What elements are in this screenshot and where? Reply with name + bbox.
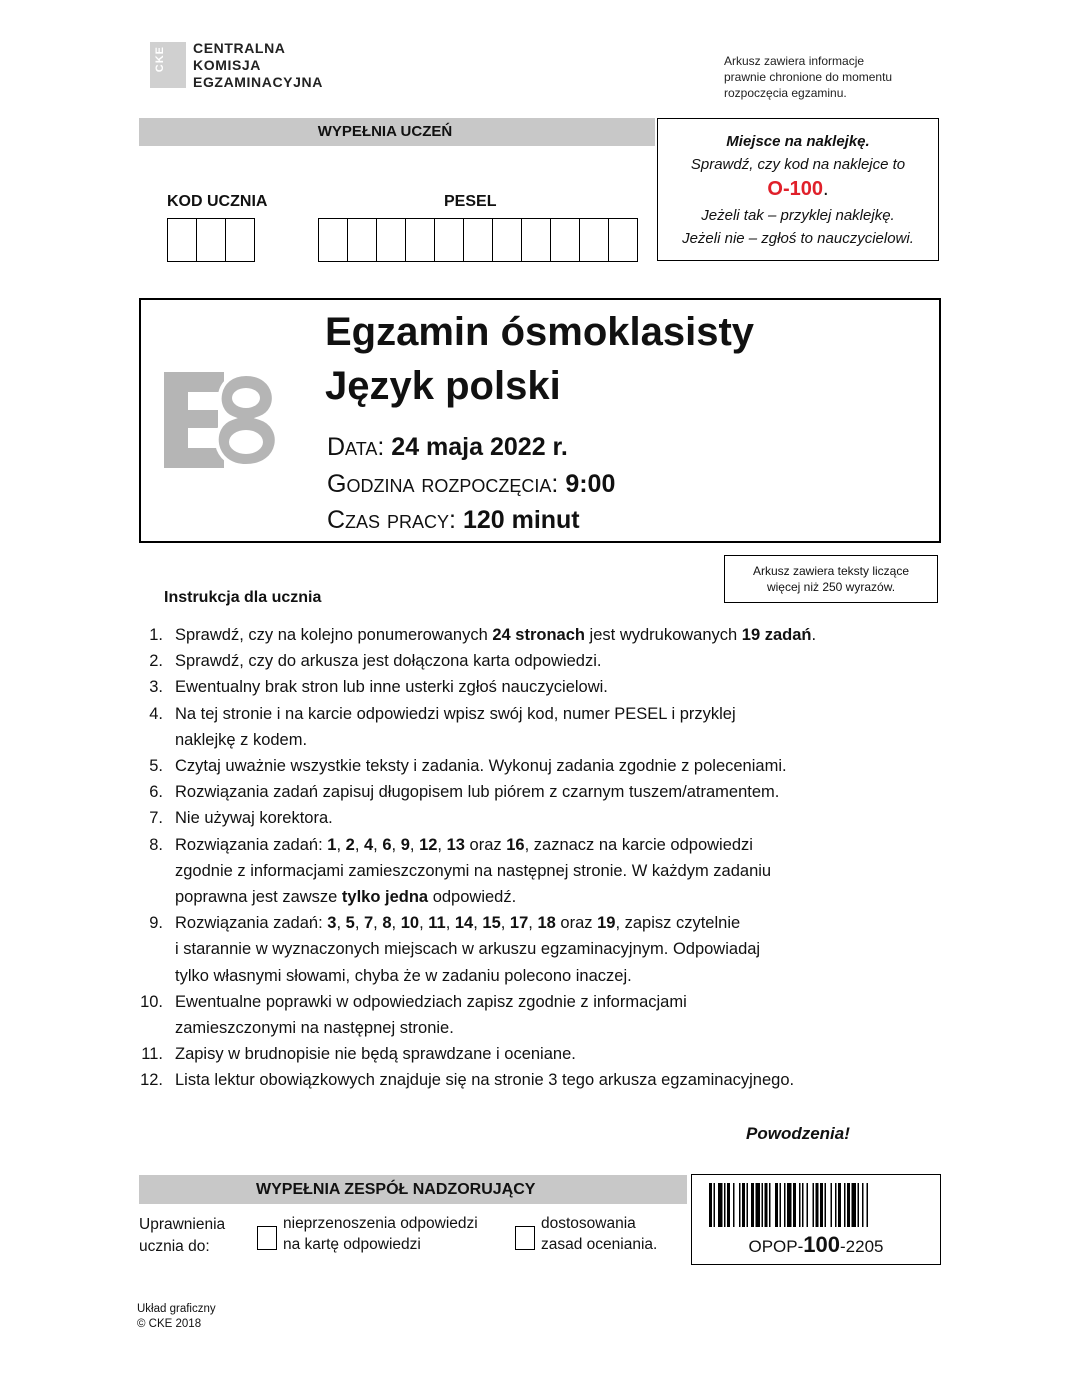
- exam-title: [325, 305, 754, 413]
- instruction-line: [175, 884, 771, 910]
- instruction-item: [139, 1041, 899, 1067]
- instruction-text: ,: [391, 914, 401, 933]
- pesel-digit-box[interactable]: [580, 219, 609, 261]
- instruction-text: Rozwiązania zadań:: [175, 835, 328, 854]
- barcode-bar: [751, 1183, 754, 1227]
- barcode-bar: [844, 1183, 846, 1227]
- barcode-bar: [714, 1183, 716, 1227]
- option2-line: dostosowania: [541, 1215, 636, 1232]
- instruction-text: Czytaj uważnie wszystkie teksty i zadania. Wykonuj zadania zgodnie z poleceniami.: [175, 757, 787, 776]
- instruction-text: ,: [373, 914, 383, 933]
- barcode-bar: [709, 1183, 712, 1227]
- instruction-bold: 5: [345, 914, 355, 933]
- barcode-bar: [747, 1183, 749, 1227]
- student-fill-bar: [139, 118, 655, 146]
- instruction-line: [175, 989, 687, 1015]
- barcode-bar: [816, 1183, 819, 1227]
- instruction-bold: 1: [327, 835, 337, 854]
- instruction-text: zamieszczonymi na następnej stronie.: [175, 1019, 454, 1038]
- pesel-label: PESEL: [444, 193, 497, 210]
- instruction-line: [175, 701, 736, 727]
- instruction-text: ,: [473, 914, 483, 933]
- instruction-text: Zapisy w brudnopisie nie będą sprawdzane i oceniane.: [175, 1045, 576, 1064]
- barcode-bar: [813, 1183, 815, 1227]
- pesel-digit-box[interactable]: [609, 219, 637, 261]
- barcode-bar: [799, 1183, 801, 1227]
- instruction-text: oraz: [464, 835, 507, 854]
- barcode-bar: [727, 1183, 730, 1227]
- instruction-text: , zapisz czytelnie: [615, 914, 741, 933]
- instruction-item: [139, 989, 899, 1041]
- date-label: Data: [327, 433, 378, 461]
- option2-line: zasad oceniania.: [541, 1236, 658, 1253]
- instruction-item: [139, 779, 899, 805]
- barcode-bar: [807, 1183, 809, 1227]
- barcode-bar: [775, 1183, 778, 1227]
- protection-note-line: prawnie chronione do momentu: [724, 70, 893, 84]
- instruction-text: , zaznacz na karcie odpowiedzi: [524, 835, 753, 854]
- instruction-text: ,: [419, 914, 429, 933]
- duration-label: Czas pracy: [327, 506, 450, 534]
- exam-subject: Język polski: [325, 364, 561, 408]
- barcode-bar: [831, 1183, 833, 1227]
- duration-value: 120 minut: [462, 506, 580, 534]
- good-luck: Powodzenia!: [746, 1124, 850, 1143]
- instruction-text: Ewentualne poprawki w odpowiedziach zapisz zgodnie z informacjami: [175, 992, 687, 1011]
- instructions-list: [139, 622, 899, 1094]
- instruction-text: ,: [336, 914, 346, 933]
- instruction-bold: 8: [382, 914, 392, 933]
- sticker-check-line: Sprawdź, czy kod na naklejce to: [690, 156, 906, 173]
- instruction-bold: 18: [537, 914, 556, 933]
- instruction-bold: 7: [363, 914, 374, 933]
- instruction-text: Sprawdź, czy na kolejno ponumerowanych: [175, 626, 493, 644]
- barcode-bar: [756, 1183, 761, 1227]
- instruction-text: i starannie w wyznaczonych miejscach w arkuszu egzaminacyjnym. Odpowiadaj: [175, 940, 761, 959]
- instruction-bold: 3: [327, 914, 337, 933]
- instruction-text: Na tej stronie i na karcie odpowiedzi wpisz swój kod, numer PESEL i przyklej: [175, 704, 736, 723]
- adjusted-grading-checkbox[interactable]: [515, 1226, 535, 1250]
- instruction-text: ,: [445, 914, 455, 933]
- student-fill-label: WYPEŁNIA UCZEŃ: [317, 123, 453, 140]
- barcode-code: [691, 1232, 941, 1258]
- instruction-line: [175, 779, 779, 805]
- logo-line: EGZAMINACYJNA: [193, 74, 323, 90]
- barcode-bar: [862, 1183, 864, 1227]
- instruction-bold: 24 stronach: [492, 626, 585, 644]
- instruction-line: [175, 1067, 794, 1093]
- instruction-text: Nie używaj korektora.: [175, 809, 333, 828]
- barcode-bar: [820, 1183, 823, 1227]
- pesel-digit-box[interactable]: [464, 219, 493, 261]
- instruction-number: 9.: [149, 914, 163, 933]
- start-sep: :: [551, 470, 559, 498]
- supervisor-fill-label: WYPEŁNIA ZESPÓŁ NADZORUJĄCY: [256, 1181, 536, 1198]
- text-length-note: [724, 555, 938, 603]
- student-code-label: KOD UCZNIA: [167, 193, 268, 210]
- instruction-text: tylko własnymi słowami, chyba że w zadaniu polecono inaczej.: [175, 966, 632, 985]
- sticker-yes-line: Jeżeli tak – przyklej naklejkę.: [701, 207, 895, 224]
- barcode-bar: [769, 1183, 771, 1227]
- barcode-bar: [765, 1183, 768, 1227]
- student-code-digit-box[interactable]: [168, 219, 197, 261]
- barcode-bar: [793, 1183, 796, 1227]
- sticker-code: O-100: [767, 178, 824, 200]
- instruction-bold: 14: [454, 914, 474, 933]
- instruction-line: [175, 753, 787, 779]
- sticker-area: [657, 118, 939, 261]
- exam-duration: [327, 506, 580, 535]
- instruction-line: [175, 674, 608, 700]
- barcode-bar: [838, 1183, 841, 1227]
- instruction-line: [175, 910, 760, 936]
- barcode-bar: [739, 1183, 741, 1227]
- instruction-number: 10.: [140, 992, 163, 1011]
- option1-line: na kartę odpowiedzi: [283, 1236, 421, 1253]
- instruction-bold: 11: [428, 914, 446, 933]
- cke-logo-text: [193, 40, 323, 91]
- instruction-number: 4.: [149, 704, 163, 723]
- barcode-bar: [784, 1183, 786, 1227]
- instruction-bold: tylko jedna: [341, 888, 429, 907]
- instruction-text: zgodnie z informacjami zamieszczonymi na następnej stronie. W każdym zadaniu: [175, 861, 772, 880]
- protection-note-line: Arkusz zawiera informacje: [724, 54, 865, 68]
- instruction-text: ,: [373, 835, 383, 854]
- logo-line: CENTRALNA: [193, 40, 286, 56]
- instruction-item: [139, 674, 899, 700]
- pesel-digit-box[interactable]: [348, 219, 377, 261]
- logo-line: KOMISJA: [193, 57, 261, 73]
- exam-start-time: [327, 470, 615, 499]
- pesel-digit-box[interactable]: [377, 219, 406, 261]
- footer: [137, 1302, 216, 1332]
- pesel-digit-box[interactable]: [522, 219, 551, 261]
- note-line: więcej niż 250 wyrazów.: [766, 580, 896, 594]
- instruction-bold: 13: [446, 835, 465, 854]
- adjusted-grading-label: [541, 1213, 657, 1255]
- barcode: [709, 1183, 923, 1227]
- barcode-bar: [825, 1183, 827, 1227]
- barcode-bar: [852, 1183, 857, 1227]
- instruction-text: ,: [354, 914, 364, 933]
- barcode-bar: [718, 1183, 723, 1227]
- instruction-text: .: [811, 626, 817, 644]
- start-label: Godzina rozpoczęcia: [327, 470, 552, 498]
- barcode-bar: [787, 1183, 792, 1227]
- footer-line: © CKE 2018: [137, 1318, 202, 1330]
- instruction-text: Lista lektur obowiązkowych znajduje się na stronie 3 tego arkusza egzaminacyjnego.: [175, 1071, 795, 1090]
- instruction-bold: 4: [363, 835, 374, 854]
- barcode-bar: [780, 1183, 782, 1227]
- pesel-boxes[interactable]: [318, 218, 638, 262]
- instruction-number: 2.: [149, 652, 163, 671]
- instructions-heading: Instrukcja dla ucznia: [164, 589, 322, 606]
- student-code-boxes[interactable]: [167, 218, 255, 262]
- instruction-bold: 16: [506, 835, 525, 854]
- instruction-number: 11.: [141, 1045, 163, 1064]
- barcode-bar: [733, 1183, 735, 1227]
- exam-date: [327, 433, 568, 462]
- instruction-line: [175, 727, 736, 753]
- note-line: Arkusz zawiera teksty liczące: [752, 564, 910, 578]
- instruction-text: naklejkę z kodem.: [175, 730, 308, 749]
- cke-logo-mark: [150, 42, 186, 88]
- instruction-bold: 10: [400, 914, 420, 933]
- instruction-text: Ewentualny brak stron lub inne usterki zgłoś nauczycielowi.: [175, 678, 608, 697]
- instruction-bold: 9: [400, 835, 410, 854]
- supervisor-fill-bar: [139, 1175, 687, 1204]
- instruction-number: 8.: [149, 835, 163, 854]
- barcode-bar: [867, 1183, 869, 1227]
- barcode-bar: [742, 1183, 745, 1227]
- instruction-item: [139, 832, 899, 911]
- instruction-item: [139, 1067, 899, 1093]
- instruction-number: 1.: [149, 626, 163, 644]
- barcode-bar: [802, 1183, 804, 1227]
- pesel-digit-box[interactable]: [319, 219, 348, 261]
- instruction-text: ,: [336, 835, 346, 854]
- rights-label-line: ucznia do:: [139, 1238, 210, 1255]
- instruction-text: Rozwiązania zadań zapisuj długopisem lub piórem z czarnym tuszem/atramentem.: [175, 783, 780, 802]
- barcode-bar: [858, 1183, 860, 1227]
- instruction-line: [175, 1041, 576, 1067]
- instruction-number: 3.: [149, 678, 163, 697]
- instruction-item: [139, 753, 899, 779]
- duration-sep: :: [449, 506, 456, 534]
- instruction-item: [139, 805, 899, 831]
- no-transfer-label: [283, 1213, 478, 1255]
- instruction-text: odpowiedź.: [428, 888, 517, 907]
- barcode-bar: [724, 1183, 726, 1227]
- date-sep: :: [377, 433, 385, 461]
- instruction-item: [139, 648, 899, 674]
- instruction-bold: 19 zadań: [741, 626, 812, 644]
- instruction-text: ,: [437, 835, 447, 854]
- footer-line: Układ graficzny: [137, 1303, 216, 1315]
- instruction-number: 5.: [149, 757, 163, 776]
- student-code-digit-box[interactable]: [226, 219, 254, 261]
- instruction-line: [175, 963, 760, 989]
- sticker-title: Miejsce na naklejkę.: [726, 133, 870, 150]
- protection-note: [724, 53, 892, 101]
- barcode-prefix: OPOP-: [748, 1237, 804, 1256]
- barcode-middle: 100: [803, 1232, 841, 1257]
- instruction-text: poprawna jest zawsze: [175, 888, 342, 907]
- pesel-digit-box[interactable]: [406, 219, 435, 261]
- instruction-line: [175, 832, 771, 858]
- instruction-text: ,: [409, 835, 420, 854]
- option1-line: nieprzenoszenia odpowiedzi: [283, 1215, 478, 1232]
- student-code-digit-box[interactable]: [197, 219, 226, 261]
- instruction-line: [175, 858, 771, 884]
- instruction-bold: 19: [597, 914, 616, 933]
- instruction-line: [175, 648, 601, 674]
- instruction-bold: 6: [382, 835, 392, 854]
- instruction-bold: 2: [345, 835, 355, 854]
- barcode-bar: [835, 1183, 837, 1227]
- instruction-item: [139, 910, 899, 989]
- instruction-number: 12.: [140, 1071, 163, 1090]
- instruction-item: [139, 701, 899, 753]
- instruction-text: ,: [354, 835, 364, 854]
- barcode-bar: [847, 1183, 850, 1227]
- instruction-line: [175, 805, 333, 831]
- pesel-digit-box[interactable]: [493, 219, 522, 261]
- pesel-digit-box[interactable]: [435, 219, 464, 261]
- instruction-text: Sprawdź, czy do arkusza jest dołączona karta odpowiedzi.: [175, 652, 602, 671]
- barcode-bar: [762, 1183, 764, 1227]
- date-value: 24 maja 2022 r.: [391, 433, 568, 461]
- sticker-code-suffix: .: [823, 178, 829, 200]
- rights-label-line: Uprawnienia: [139, 1216, 226, 1233]
- exam-name: Egzamin ósmoklasisty: [325, 310, 755, 354]
- instruction-item: [139, 622, 899, 648]
- rights-label: [139, 1214, 225, 1258]
- barcode-suffix: -2205: [840, 1237, 884, 1256]
- instruction-text: ,: [391, 835, 401, 854]
- instruction-bold: 15: [482, 914, 501, 933]
- instruction-bold: 12: [419, 835, 438, 854]
- instruction-text: ,: [528, 914, 538, 933]
- instruction-text: oraz: [555, 914, 598, 933]
- no-transfer-checkbox[interactable]: [257, 1226, 277, 1250]
- pesel-digit-box[interactable]: [551, 219, 580, 261]
- sticker-no-line: Jeżeli nie – zgłoś to nauczycielowi.: [682, 230, 914, 247]
- instruction-number: 6.: [149, 783, 163, 802]
- instruction-line: [175, 936, 760, 962]
- protection-note-line: rozpoczęcia egzaminu.: [724, 86, 847, 100]
- instruction-text: ,: [500, 914, 510, 933]
- instruction-number: 7.: [149, 809, 163, 828]
- instruction-text: Rozwiązania zadań:: [175, 914, 328, 933]
- instruction-line: [175, 1015, 687, 1041]
- instruction-line: [175, 622, 816, 648]
- start-value: 9:00: [565, 470, 616, 498]
- e8-logo: [162, 370, 298, 470]
- logo-mark-letters: CKE: [154, 46, 166, 73]
- instruction-text: jest wydrukowanych: [584, 626, 742, 644]
- instruction-bold: 17: [509, 914, 529, 933]
